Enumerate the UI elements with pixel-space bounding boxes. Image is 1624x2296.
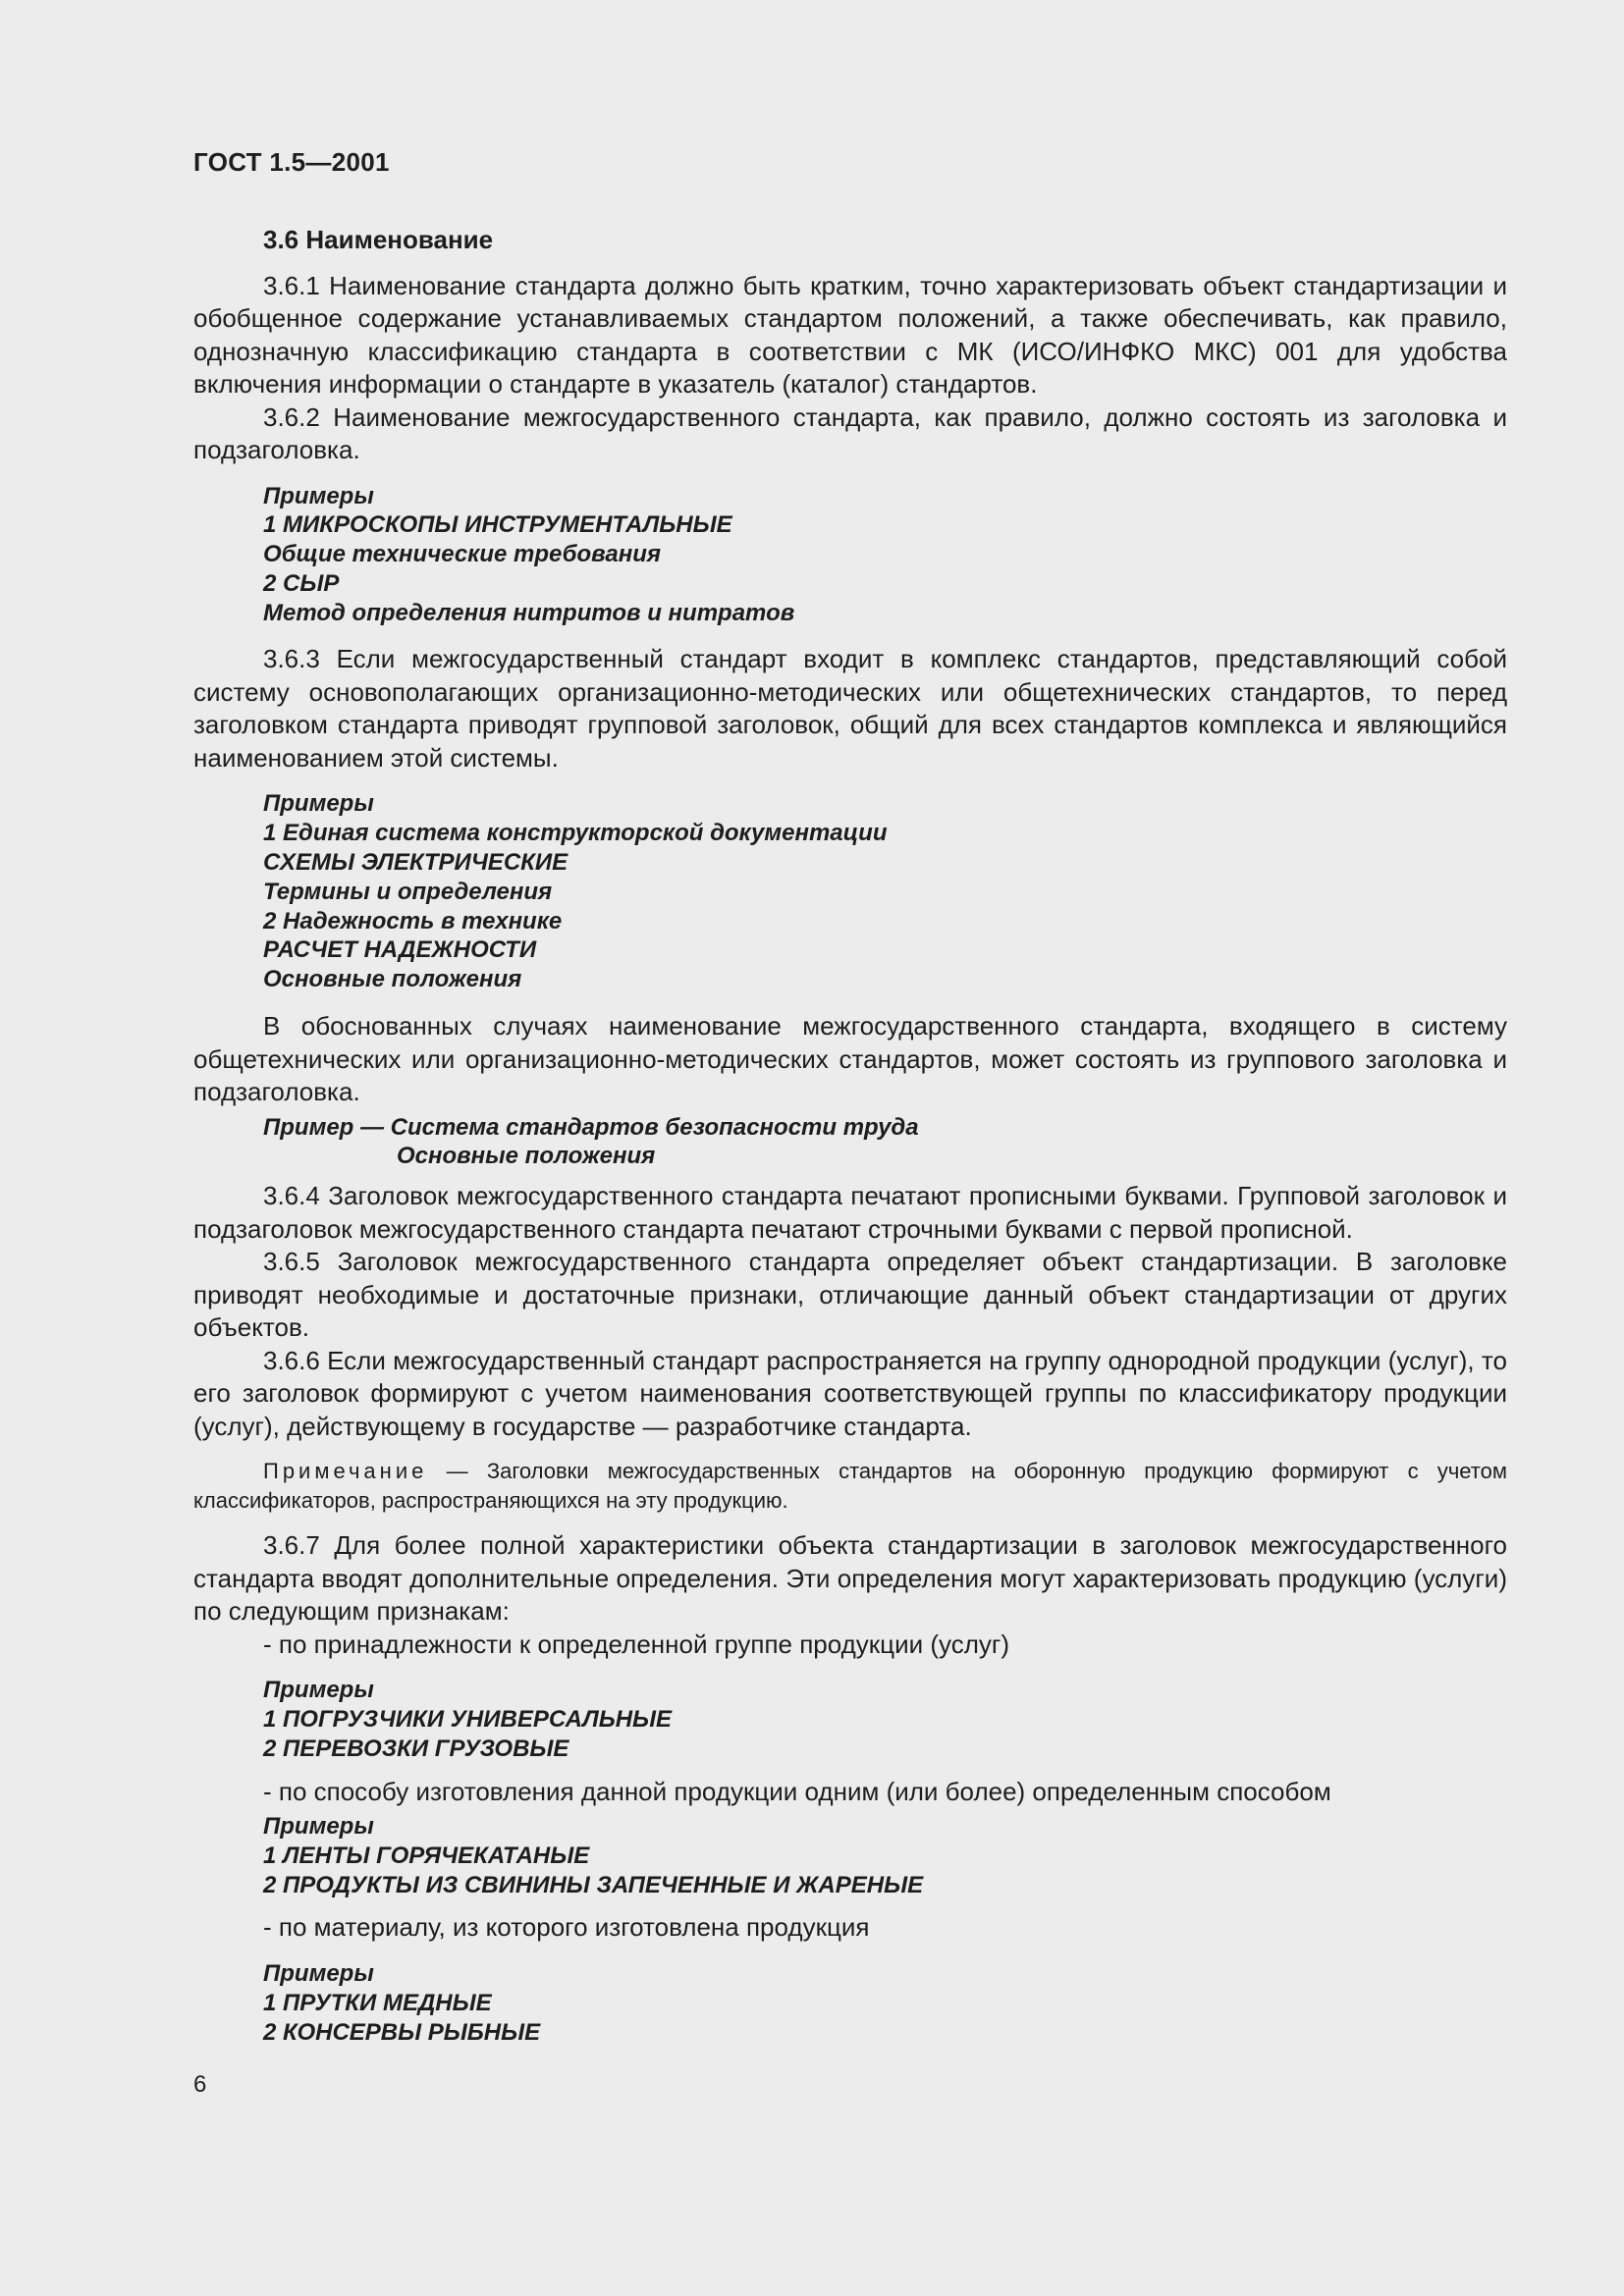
example-line: Общие технические требования: [263, 541, 661, 568]
example-line: Термины и определения: [263, 878, 553, 905]
example-line: 1 ПРУТКИ МЕДНЫЕ: [263, 1989, 492, 2016]
examples-heading: Примеры: [263, 1813, 374, 1841]
example-line: 1 МИКРОСКОПЫ ИНСТРУМЕНТАЛЬНЫЕ: [263, 511, 732, 539]
examples-heading: Примеры: [263, 790, 374, 818]
note-block: [193, 1457, 1507, 1515]
document-body: [193, 224, 1507, 2062]
example-line: 2 КОНСЕРВЫ РЫБНЫЕ: [263, 2018, 541, 2046]
examples-block-1: [263, 482, 1507, 628]
single-example-line-1: Пример — Система стандартов безопасности труда: [263, 1113, 919, 1141]
examples-block-2: [263, 789, 1507, 994]
note-label: Примечание: [263, 1459, 428, 1484]
examples-block-4: [263, 1812, 1507, 1899]
example-line: 1 Единая система конструкторской документации: [263, 820, 888, 847]
note-text: — Заголовки межгосударственных стандартов на оборонную продукцию формируют с учетом классификаторов, распространяющихся на эту продукцию.: [193, 1459, 1507, 1513]
paragraph-3-6-4: 3.6.4 Заголовок межгосударственного стандарта печатают прописными буквами. Групповой заголовок и подзаголовок межгосударственного стандарта печатают строчными буквами с первой прописной.: [193, 1181, 1507, 1244]
examples-heading: Примеры: [263, 1677, 374, 1704]
section-title: 3.6 Наименование: [263, 225, 494, 254]
standard-code-header: ГОСТ 1.5—2001: [193, 147, 390, 177]
single-example-block: [263, 1113, 1507, 1172]
paragraph-3-6-3: 3.6.3 Если межгосударственный стандарт входит в комплекс стандартов, представляющий собой систему основополагающих организационно-методических или общетехнических стандартов, то перед заголовком стандарта приводят групповой заголовок, общий для всех стандартов комплекса и являющийся наименованием этой системы.: [193, 644, 1507, 773]
criterion-item-1: - по принадлежности к определенной группе продукции (услуг): [263, 1629, 1010, 1659]
examples-heading: Примеры: [263, 1959, 374, 1987]
paragraph-justified-cases: В обоснованных случаях наименование межгосударственного стандарта, входящего в систему общетехнических или организационно-методических стандартов, может состоять из группового заголовка и подзаголовка.: [193, 1011, 1507, 1107]
page-number: 6: [193, 2071, 207, 2098]
criterion-item-2: - по способу изготовления данной продукции одним (или более) определенным способом: [263, 1776, 1331, 1806]
paragraph-3-6-5: 3.6.5 Заголовок межгосударственного стандарта определяет объект стандартизации. В заголовке приводят необходимые и достаточные признаки, отличающие данный объект стандартизации от других объектов.: [193, 1247, 1507, 1343]
examples-block-3: [263, 1676, 1507, 1763]
paragraph-3-6-7: 3.6.7 Для более полной характеристики объекта стандартизации в заголовок межгосударственного стандарта вводят дополнительные определения. Эти определения могут характеризовать продукцию (услуги) по следующим признакам:: [193, 1530, 1507, 1627]
example-line: 2 СЫР: [263, 569, 340, 597]
example-line: 1 ЛЕНТЫ ГОРЯЧЕКАТАНЫЕ: [263, 1842, 590, 1869]
examples-block-5: [263, 1959, 1507, 2047]
example-line: 1 ПОГРУЗЧИКИ УНИВЕРСАЛЬНЫЕ: [263, 1705, 673, 1733]
example-line: СХЕМЫ ЭЛЕКТРИЧЕСКИЕ: [263, 849, 568, 877]
paragraph-3-6-2: 3.6.2 Наименование межгосударственного стандарта, как правило, должно состоять из заголовка и подзаголовка.: [193, 401, 1507, 464]
paragraph-3-6-1: 3.6.1 Наименование стандарта должно быть кратким, точно характеризовать объект стандартизации и обобщенное содержание устанавливаемых стандартом положений, а также обеспечивать, как правило, однозначную классификацию стандарта в соответствии с МК (ИСО/ИНФКО МКС) 001 для удобства включения информации о стандарте в указатель (каталог) стандартов.: [193, 270, 1507, 399]
example-line: Основные положения: [263, 966, 522, 993]
paragraph-3-6-6: 3.6.6 Если межгосударственный стандарт распространяется на группу однородной продукции (услуг), то его заголовок формируют с учетом наименования соответствующей группы по классификатору продукции (услуг), действующему в государстве — разработчике стандарта.: [193, 1345, 1507, 1441]
example-line: Метод определения нитритов и нитратов: [263, 599, 795, 626]
single-example-line-2: Основные положения: [397, 1143, 656, 1170]
examples-heading: Примеры: [263, 482, 374, 509]
example-line: РАСЧЕТ НАДЕЖНОСТИ: [263, 936, 537, 964]
example-line: 2 ПЕРЕВОЗКИ ГРУЗОВЫЕ: [263, 1735, 569, 1762]
criterion-item-3: - по материалу, из которого изготовлена продукция: [263, 1912, 870, 1943]
example-line: 2 ПРОДУКТЫ ИЗ СВИНИНЫ ЗАПЕЧЕННЫЕ И ЖАРЕНЫЕ: [263, 1871, 924, 1898]
example-line: 2 Надежность в технике: [263, 907, 563, 934]
